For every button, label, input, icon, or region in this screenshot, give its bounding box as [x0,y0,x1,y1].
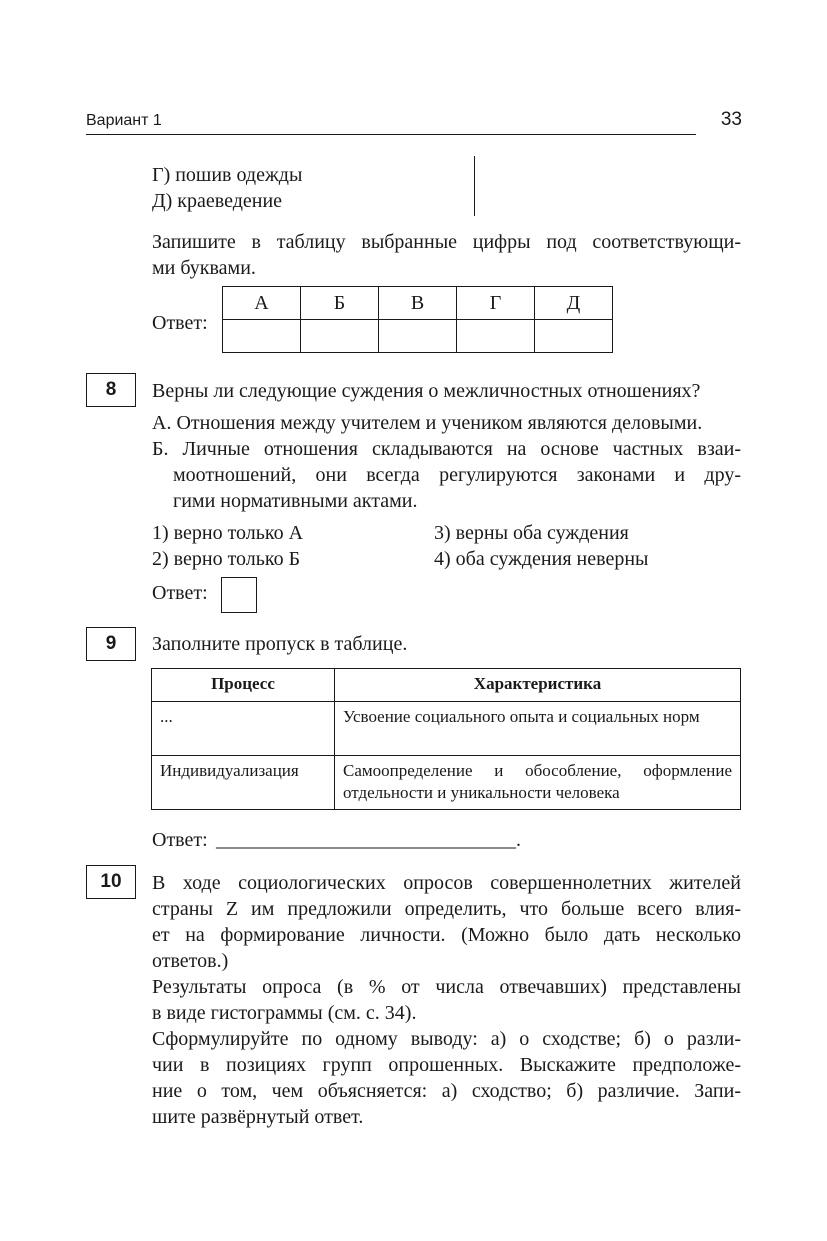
table-row [152,756,741,810]
question-number-9: 9 [86,627,136,661]
q8-option-2: 2) верно только Б [152,548,301,570]
letter-b: Б [301,287,379,320]
q10-line: ет на формирование личности. (Можно было дать несколько [152,924,741,946]
option-d: Д) краеведение [152,190,283,212]
q10-line: Сформулируйте по одному выводу: а) о сходстве; б) о разли- [152,1028,741,1050]
answer-label-q9: Ответ: [152,829,208,851]
q8-statement-a: А. Отношения между учителем и учеником являются деловыми. [152,412,703,434]
q8-question: Верны ли следующие суждения о межличностных отношениях? [152,380,701,402]
q8-option-1: 1) верно только А [152,522,304,544]
answer-cell-d[interactable] [535,320,613,353]
answer-box-q8[interactable] [221,577,257,613]
answer-table-header-row [223,287,613,320]
q10-line: чии в позициях групп опрошенных. Выскажите предположе- [152,1054,741,1076]
letter-v: В [379,287,457,320]
table-cell-characteristic: Усвоение социального опыта и социальных норм [335,702,741,756]
page-number: 33 [720,109,742,130]
answer-cell-b[interactable] [301,320,379,353]
q10-line: В ходе социологических опросов совершеннолетних жителей [152,872,741,894]
q10-line: ответов.) [152,950,229,972]
q8-option-3: 3) верны оба суждения [434,522,629,544]
answer-cell-a[interactable] [223,320,301,353]
process-table-header [152,669,741,702]
q10-line: страны Z им предложили определить, что больше всего влия- [152,898,741,920]
variant-label: Вариант 1 [86,112,162,129]
q8-option-4: 4) оба суждения неверны [434,548,649,570]
q8-statement-b-line-3: гими нормативными актами. [173,490,418,512]
col-header-characteristic: Характеристика [335,669,741,702]
q10-line: шите развёрнутый ответ. [152,1106,364,1128]
instruction-line-2: ми буквами. [152,257,256,279]
q10-line: ние о том, чем объясняется: а) сходство; б) различие. Запи- [152,1080,741,1102]
answer-label-q8: Ответ: [152,582,208,604]
answer-table-input-row [223,320,613,353]
table-cell-gap: ... [152,702,335,756]
column-divider [474,156,475,216]
question-number-8: 8 [86,373,136,407]
q10-line: в виде гистограммы (см. с. 34). [152,1002,417,1024]
instruction-line-1: Запишите в таблицу выбранные цифры под соответствующи- [152,231,741,253]
q8-statement-b-line-1: Б. Личные отношения складываются на основе частных взаи- [152,438,741,460]
process-table [151,668,741,810]
table-cell-characteristic: Самоопределение и обособление, оформление отдельности и уникальности человека [335,756,741,810]
answer-cell-v[interactable] [379,320,457,353]
col-header-process: Процесс [152,669,335,702]
answer-line-q9[interactable]: ______________________________. [216,829,521,851]
letter-d: Д [535,287,613,320]
table-row [152,702,741,756]
option-g: Г) пошив одежды [152,164,303,186]
q8-statement-b-line-2: моотношений, они всегда регулируются законами и дру- [173,464,741,486]
letter-g: Г [457,287,535,320]
answer-cell-g[interactable] [457,320,535,353]
table-cell-process: Индивидуализация [152,756,335,810]
answer-label-q7: Ответ: [152,312,208,334]
q9-question: Заполните пропуск в таблице. [152,633,408,655]
letter-a: А [223,287,301,320]
question-number-10: 10 [86,865,136,899]
q10-line: Результаты опроса (в % от числа отвечавших) представлены [152,976,741,998]
answer-table-q7 [222,286,613,353]
header-rule [86,134,696,135]
